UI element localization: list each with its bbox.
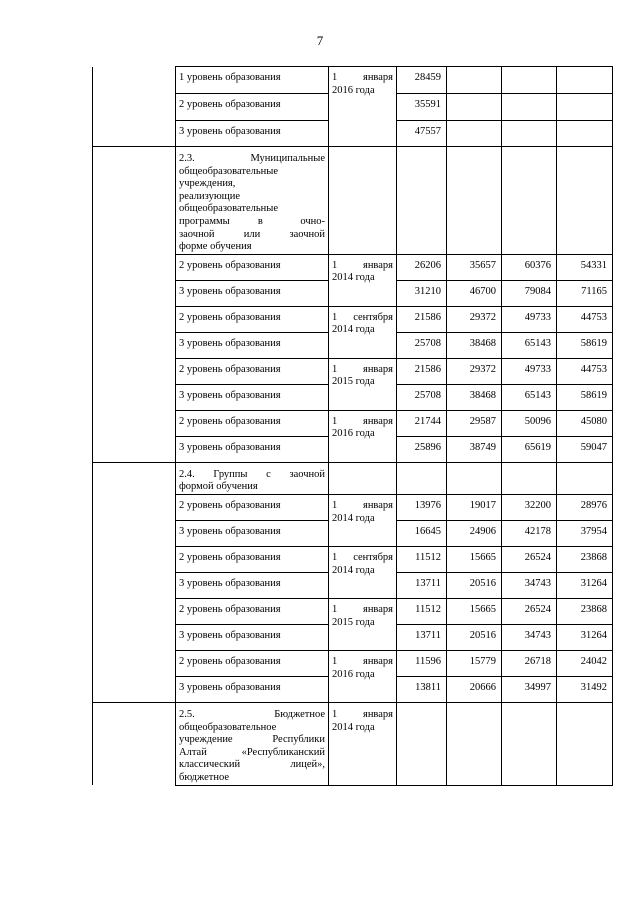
section-title-line: учреждение Республики: [179, 734, 325, 746]
section-title-line: общеобразовательные: [179, 165, 278, 177]
value-cell: [557, 121, 613, 147]
value-cell: 38468: [447, 384, 502, 410]
section-title-line: учреждения,: [179, 178, 236, 190]
section-row: [93, 462, 613, 494]
first-column-cell: [93, 384, 176, 410]
education-level: 3 уровень образования: [176, 624, 329, 650]
education-level: 3 уровень образования: [176, 436, 329, 462]
value-cell: 49733: [502, 358, 557, 384]
first-column-cell: [93, 598, 176, 624]
section-title: [176, 702, 329, 785]
date-year: 2015 года: [332, 616, 375, 628]
education-level: 2 уровень образования: [176, 546, 329, 572]
value-cell: 21586: [397, 306, 447, 332]
date-cell: [329, 494, 397, 546]
table-row: [93, 494, 613, 520]
education-level: 2 уровень образования: [176, 254, 329, 280]
value-cell: 32200: [502, 494, 557, 520]
first-column-cell: [93, 94, 176, 121]
value-cell: 29587: [447, 410, 502, 436]
value-cell: 16645: [397, 520, 447, 546]
first-column-cell: [93, 147, 176, 255]
first-column-cell: [93, 702, 176, 785]
value-cell: [502, 94, 557, 121]
first-column-cell: [93, 67, 176, 94]
education-level: 3 уровень образования: [176, 676, 329, 702]
value-cell: 58619: [557, 384, 613, 410]
first-column-cell: [93, 280, 176, 306]
section-title-line: бюджетное: [179, 771, 230, 783]
date-month: января: [362, 363, 393, 375]
date-day: 1: [332, 311, 338, 323]
value-cell: 13976: [397, 494, 447, 520]
section-title-line: общеобразовательные: [179, 203, 278, 215]
empty-cell: [502, 702, 557, 785]
value-cell: 20516: [447, 624, 502, 650]
section-title-line: программы в очно-: [179, 215, 325, 227]
salary-table: [92, 66, 613, 786]
first-column-cell: [93, 121, 176, 147]
value-cell: 23868: [557, 546, 613, 572]
empty-cell: [329, 462, 397, 494]
value-cell: 26524: [502, 598, 557, 624]
value-cell: 11512: [397, 546, 447, 572]
first-column-cell: [93, 520, 176, 546]
value-cell: 11512: [397, 598, 447, 624]
first-column-cell: [93, 410, 176, 436]
empty-cell: [397, 702, 447, 785]
first-column-cell: [93, 676, 176, 702]
value-cell: [502, 121, 557, 147]
first-column-cell: [93, 546, 176, 572]
empty-cell: [397, 462, 447, 494]
value-cell: 13711: [397, 624, 447, 650]
value-cell: 34743: [502, 572, 557, 598]
first-column-cell: [93, 494, 176, 520]
value-cell: 28459: [397, 67, 447, 94]
value-cell: 26206: [397, 254, 447, 280]
value-cell: 13811: [397, 676, 447, 702]
education-level: 2 уровень образования: [176, 410, 329, 436]
date-year: 2016 года: [332, 668, 375, 680]
value-cell: 65619: [502, 436, 557, 462]
date-year: 2016 года: [332, 84, 375, 96]
empty-cell: [557, 147, 613, 255]
value-cell: 13711: [397, 572, 447, 598]
section-title-line: реализующие: [179, 190, 241, 202]
date-year: 2015 года: [332, 376, 375, 388]
value-cell: 29372: [447, 358, 502, 384]
date-year: 2014 года: [332, 272, 375, 284]
date-month: сентября: [353, 311, 393, 323]
table-row: [93, 306, 613, 332]
education-level: 3 уровень образования: [176, 332, 329, 358]
section-title-line: классический лицей»,: [179, 759, 325, 771]
education-level: 2 уровень образования: [176, 650, 329, 676]
value-cell: [502, 67, 557, 94]
value-cell: 44753: [557, 358, 613, 384]
first-column-cell: [93, 462, 176, 494]
date-month: января: [362, 259, 393, 271]
education-level: 3 уровень образования: [176, 572, 329, 598]
date-cell: [329, 358, 397, 410]
date-day: 1: [332, 603, 338, 615]
date-month: января: [362, 72, 393, 83]
value-cell: 38749: [447, 436, 502, 462]
value-cell: 37954: [557, 520, 613, 546]
section-title-line: заочной или заочной: [179, 228, 325, 240]
date-month: января: [362, 415, 393, 427]
value-cell: 21586: [397, 358, 447, 384]
date-year: 2014 года: [332, 721, 375, 733]
empty-cell: [329, 147, 397, 255]
value-cell: 31210: [397, 280, 447, 306]
value-cell: 65143: [502, 332, 557, 358]
value-cell: 42178: [502, 520, 557, 546]
first-column-cell: [93, 306, 176, 332]
table-row: [93, 67, 613, 94]
value-cell: 25708: [397, 384, 447, 410]
date-cell: [329, 410, 397, 462]
education-level: 2 уровень образования: [176, 494, 329, 520]
table-row: [93, 598, 613, 624]
value-cell: 35591: [397, 94, 447, 121]
value-cell: 15665: [447, 598, 502, 624]
table-row: [93, 358, 613, 384]
value-cell: 20516: [447, 572, 502, 598]
education-level: 3 уровень образования: [176, 121, 329, 147]
date-cell: [329, 254, 397, 306]
value-cell: 29372: [447, 306, 502, 332]
empty-cell: [502, 147, 557, 255]
empty-cell: [447, 462, 502, 494]
empty-cell: [397, 147, 447, 255]
value-cell: 15779: [447, 650, 502, 676]
value-cell: 58619: [557, 332, 613, 358]
date-year: 2014 года: [332, 324, 375, 336]
value-cell: 59047: [557, 436, 613, 462]
date-cell: [329, 598, 397, 650]
date-day: 1: [332, 363, 338, 375]
value-cell: 34997: [502, 676, 557, 702]
education-level: 1 уровень образования: [176, 67, 329, 94]
value-cell: 45080: [557, 410, 613, 436]
empty-cell: [447, 702, 502, 785]
value-cell: 60376: [502, 254, 557, 280]
value-cell: 38468: [447, 332, 502, 358]
date-cell: [329, 306, 397, 358]
date-day: 1: [332, 415, 338, 427]
value-cell: 54331: [557, 254, 613, 280]
value-cell: 26718: [502, 650, 557, 676]
value-cell: 50096: [502, 410, 557, 436]
date-month: января: [362, 655, 393, 667]
section-title-line: общеобразовательное: [179, 721, 277, 733]
education-level: 2 уровень образования: [176, 358, 329, 384]
section-title: [176, 147, 329, 255]
empty-cell: [557, 462, 613, 494]
first-column-cell: [93, 254, 176, 280]
value-cell: 19017: [447, 494, 502, 520]
date-cell: [329, 67, 397, 147]
value-cell: 79084: [502, 280, 557, 306]
page-number: 7: [316, 33, 324, 48]
value-cell: 35657: [447, 254, 502, 280]
date-month: сентября: [353, 551, 393, 563]
first-column-cell: [93, 332, 176, 358]
value-cell: 34743: [502, 624, 557, 650]
date-day: 1: [332, 259, 338, 271]
value-cell: [557, 94, 613, 121]
section-title-line: 2.5. Бюджетное: [179, 708, 325, 720]
value-cell: 47557: [397, 121, 447, 147]
date-cell: [329, 650, 397, 702]
value-cell: 26524: [502, 546, 557, 572]
section-title-line: Алтай «Республиканский: [179, 746, 325, 758]
education-level: 3 уровень образования: [176, 280, 329, 306]
first-column-cell: [93, 624, 176, 650]
date-month: января: [362, 708, 393, 720]
table-row: [93, 254, 613, 280]
date-cell: [329, 546, 397, 598]
first-column-cell: [93, 358, 176, 384]
education-level: 3 уровень образования: [176, 384, 329, 410]
date-day: 1: [332, 708, 338, 720]
section-title-line: форме обучения: [179, 241, 252, 253]
date-year: 2014 года: [332, 564, 375, 576]
date-month: января: [362, 499, 393, 511]
value-cell: [447, 67, 502, 94]
value-cell: 24906: [447, 520, 502, 546]
table-body: [93, 67, 613, 786]
section-row: [93, 147, 613, 255]
date-cell: [329, 702, 397, 785]
date-day: 1: [332, 499, 338, 511]
table-row: [93, 546, 613, 572]
date-month: января: [362, 603, 393, 615]
date-day: 1: [332, 551, 338, 563]
value-cell: 71165: [557, 280, 613, 306]
first-column-cell: [93, 436, 176, 462]
section-title: [176, 462, 329, 494]
value-cell: 25896: [397, 436, 447, 462]
first-column-cell: [93, 650, 176, 676]
value-cell: [447, 94, 502, 121]
value-cell: 31264: [557, 572, 613, 598]
value-cell: 20666: [447, 676, 502, 702]
value-cell: 15665: [447, 546, 502, 572]
date-year: 2016 года: [332, 428, 375, 440]
section-title-line: формой обучения: [179, 481, 258, 493]
education-level: 2 уровень образования: [176, 94, 329, 121]
value-cell: 24042: [557, 650, 613, 676]
table-row: [93, 410, 613, 436]
empty-cell: [557, 702, 613, 785]
empty-cell: [502, 462, 557, 494]
value-cell: [557, 67, 613, 94]
value-cell: [447, 121, 502, 147]
value-cell: 31492: [557, 676, 613, 702]
value-cell: 25708: [397, 332, 447, 358]
value-cell: 28976: [557, 494, 613, 520]
section-row: [93, 702, 613, 785]
value-cell: 44753: [557, 306, 613, 332]
section-title-line: 2.4. Группы с заочной: [179, 468, 325, 480]
empty-cell: [447, 147, 502, 255]
value-cell: 23868: [557, 598, 613, 624]
value-cell: 31264: [557, 624, 613, 650]
date-day: 1: [332, 655, 338, 667]
date-day: 1: [332, 72, 338, 83]
date-year: 2014 года: [332, 512, 375, 524]
section-title-line: 2.3. Муниципальные: [179, 153, 325, 164]
value-cell: 11596: [397, 650, 447, 676]
education-level: 3 уровень образования: [176, 520, 329, 546]
first-column-cell: [93, 572, 176, 598]
value-cell: 21744: [397, 410, 447, 436]
table-row: [93, 650, 613, 676]
value-cell: 65143: [502, 384, 557, 410]
education-level: 2 уровень образования: [176, 598, 329, 624]
value-cell: 46700: [447, 280, 502, 306]
value-cell: 49733: [502, 306, 557, 332]
education-level: 2 уровень образования: [176, 306, 329, 332]
